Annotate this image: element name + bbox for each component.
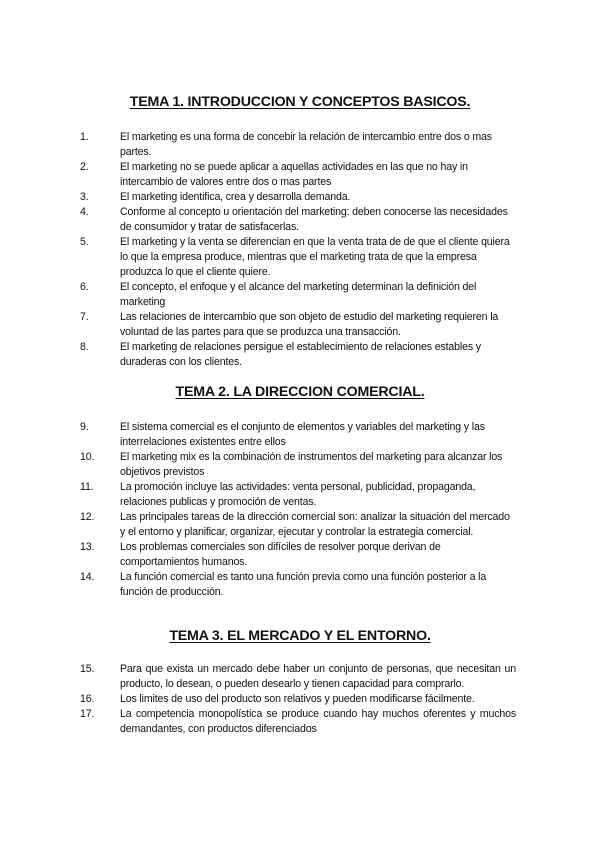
item-text: El concepto, el enfoque y el alcance del marketing determinan la definición del marketing [120,281,477,308]
item-number: 8. [80,341,89,353]
list-tema-2 [80,420,516,600]
item-text: Las principales tareas de la dirección comercial son: analizar la situación del mercado y el entorno y planificar, organizar, ejecutar y controlar la estrategia comercial. [120,511,510,538]
item-text: La promoción incluye las actividades: venta personal, publicidad, propaganda, relaciones publicas y promoción de ventas. [120,481,476,508]
list-tema-3 [80,662,516,737]
item-text: La función comercial es tanto una función previa como una función posterior a la función de producción. [120,571,487,598]
list-item [80,160,516,190]
item-number: 16. [80,693,95,705]
list-item [80,340,516,370]
item-text: Los problemas comerciales son difíciles de resolver porque derivan de comportamientos humanos. [120,541,441,568]
list-item [80,707,516,737]
item-number: 3. [80,191,89,203]
item-text: Para que exista un mercado debe haber un conjunto de personas, que necesitan un producto, lo desean, o pueden desearlo y tienen capacidad para comprarlo. [120,663,516,690]
item-text: El marketing identifica, crea y desarrolla demanda. [120,191,351,203]
section-title-tema-2: TEMA 2. LA DIRECCION COMERCIAL. [175,384,425,400]
list-item [80,310,516,340]
item-number: 5. [80,236,89,248]
item-number: 2. [80,161,89,173]
item-number: 7. [80,311,89,323]
list-item [80,420,516,450]
item-text: El marketing es una forma de concebir la relación de intercambio entre dos o mas partes. [120,131,492,158]
list-item [80,480,516,510]
item-text: Los limites de uso del producto son relativos y pueden modificarse fácilmente. [120,693,475,705]
item-text: La competencia monopolística se produce cuando hay muchos oferentes y muchos demandantes, con productos diferenciados [120,708,516,735]
list-item [80,205,516,235]
list-item [80,235,516,280]
list-item [80,130,516,160]
item-text: El marketing y la venta se diferencian en que la venta trata de de que el cliente quiera lo que la empresa produce, mientras que el marketing trata de que la empresa produzca lo que el cliente quiere. [120,236,510,278]
list-item [80,450,516,480]
item-text: El sistema comercial es el conjunto de elementos y variables del marketing y las interrelaciones existentes entre ellos [120,421,485,448]
item-text: El marketing mix es la combinación de instrumentos del marketing para alcanzar los objetivos previstos [120,451,503,478]
item-number: 17. [80,708,95,720]
item-text: El marketing de relaciones persigue el establecimiento de relaciones estables y duraderas con los clientes. [120,341,481,368]
item-number: 13. [80,541,95,553]
item-number: 12. [80,511,95,523]
list-tema-1 [80,130,516,370]
item-number: 1. [80,131,89,143]
item-text: Conforme al concepto u orientación del marketing: deben conocerse las necesidades de consumidor y tratar de satisfacerlas. [120,206,508,233]
list-item [80,570,516,600]
list-item [80,190,516,205]
item-text: El marketing no se puede aplicar a aquellas actividades en las que no hay in intercambio de valores entre dos o mas partes [120,161,468,188]
item-number: 9. [80,421,89,433]
list-item [80,510,516,540]
item-number: 10. [80,451,95,463]
item-number: 6. [80,281,89,293]
item-number: 15. [80,663,95,675]
section-title-tema-1: TEMA 1. INTRODUCCION Y CONCEPTOS BASICOS. [129,94,471,110]
item-number: 4. [80,206,89,218]
section-title-tema-3: TEMA 3. EL MERCADO Y EL ENTORNO. [169,628,431,644]
item-number: 11. [80,481,94,493]
item-number: 14. [80,571,95,583]
item-text: Las relaciones de intercambio que son objeto de estudio del marketing requieren la voluntad de las partes para que se produzca una transacción. [120,311,499,338]
list-item [80,692,516,707]
list-item [80,662,516,692]
list-item [80,280,516,310]
list-item [80,540,516,570]
